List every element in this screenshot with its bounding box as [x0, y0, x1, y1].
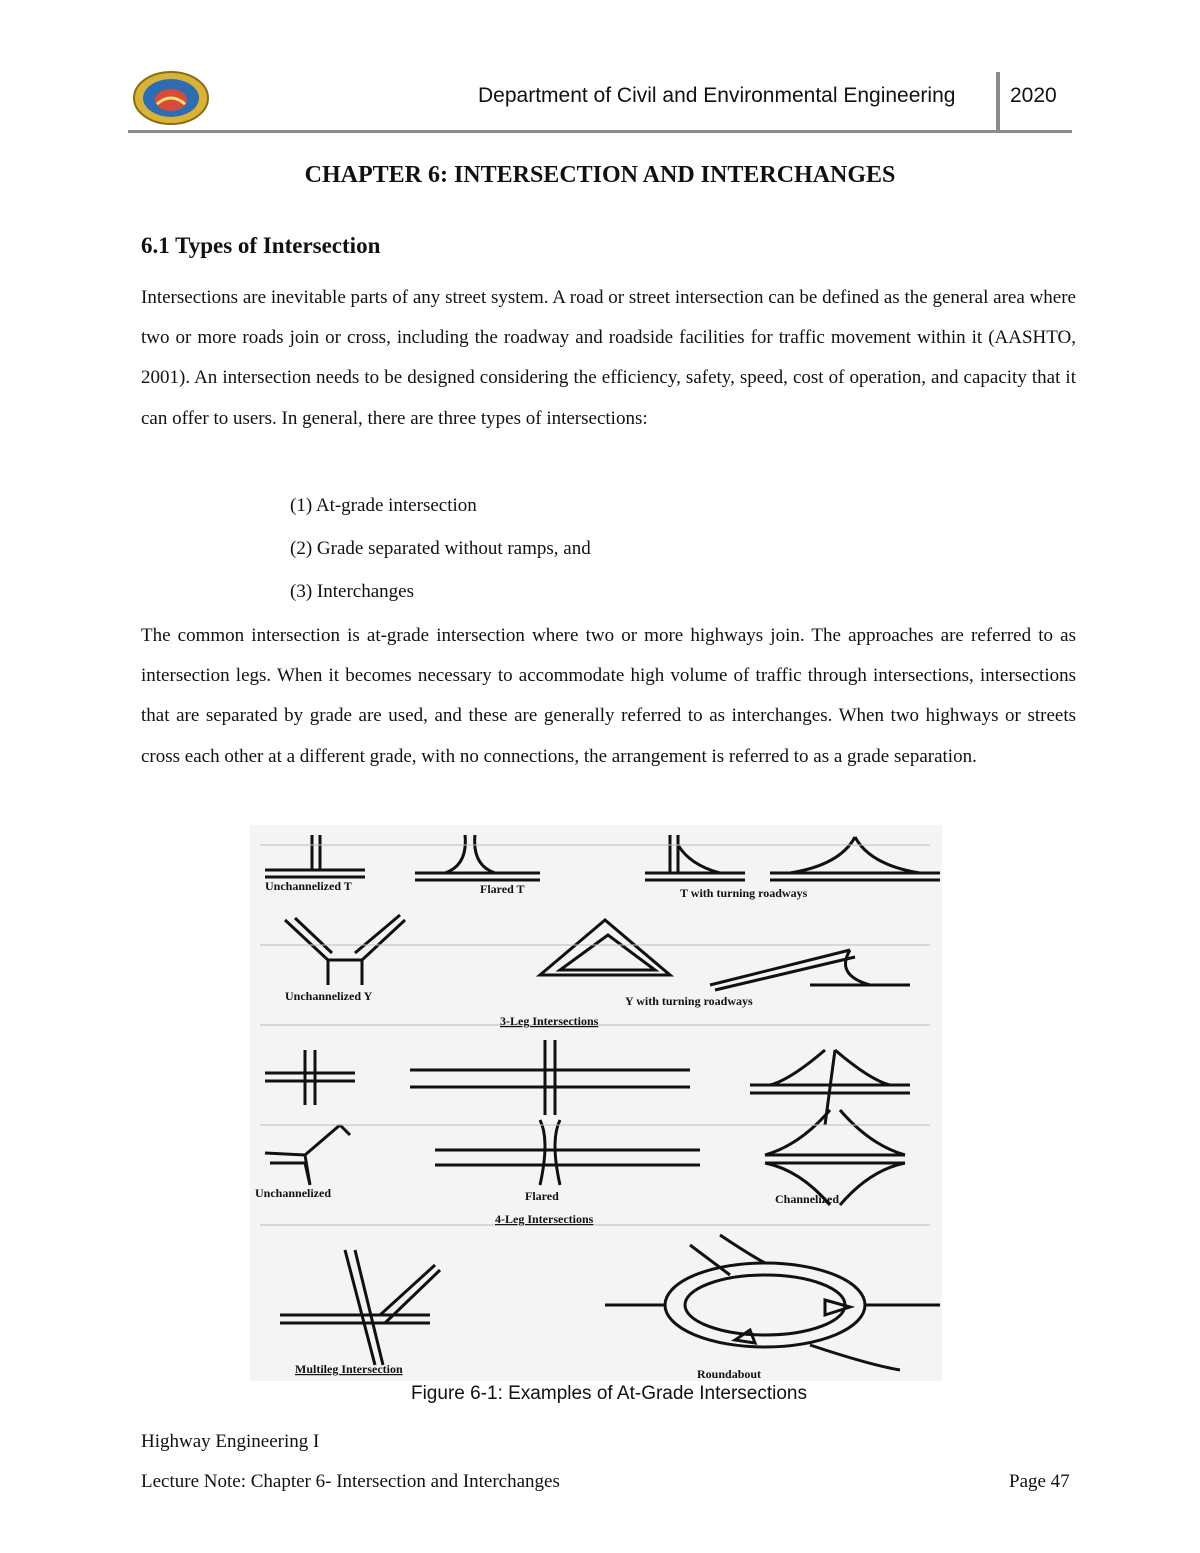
label-unchannelized: Unchannelized: [255, 1186, 332, 1200]
label-4-leg: 4-Leg Intersections: [495, 1212, 594, 1226]
page-number: Page 47: [1009, 1471, 1070, 1492]
type-item-3: (3) Interchanges: [290, 581, 414, 602]
footer-note: Lecture Note: Chapter 6- Intersection and Interchanges: [141, 1471, 560, 1492]
label-y-turning: Y with turning roadways: [625, 994, 753, 1008]
type-item-1: (1) At-grade intersection: [290, 495, 477, 516]
figure-caption: Figure 6-1: Examples of At-Grade Intersections: [410, 1383, 807, 1404]
university-logo: [132, 70, 210, 126]
second-paragraph: The common intersection is at-grade intersection where two or more highways join. The approaches are referred to as intersection legs. When it becomes necessary to accommodate high volume of traffic through intersections, intersections that are separated by grade are used, and these are generally referred to as interchanges. When two highways or streets cross each other at a different grade, with no connections, the arrangement is referred to as a grade separation.: [141, 625, 1076, 767]
label-flared: Flared: [525, 1189, 559, 1203]
department-name: Department of Civil and Environmental Engineering: [478, 84, 956, 107]
intro-paragraph: Intersections are inevitable parts of any street system. A road or street intersection can be defined as the general area where two or more roads join or cross, including the roadway and roadside facilities for traffic movement within it (AASHTO, 2001). An intersection needs to be designed considering the efficiency, safety, speed, cost of operation, and capacity that it can offer to users. In general, there are three types of intersections:: [141, 287, 1076, 429]
label-t-turning: T with turning roadways: [680, 886, 808, 900]
section-heading: 6.1 Types of Intersection: [141, 233, 381, 258]
header-rule: [128, 130, 1072, 133]
label-unchannelized-y: Unchannelized Y: [285, 989, 373, 1003]
chapter-title: CHAPTER 6: INTERSECTION AND INTERCHANGES: [304, 162, 896, 188]
intersection-figure: [250, 825, 942, 1381]
label-roundabout: Roundabout: [697, 1367, 762, 1381]
label-unchannelized-t: Unchannelized T: [265, 879, 352, 893]
label-multileg: Multileg Intersection: [295, 1362, 403, 1376]
header-divider-vertical: [996, 72, 1000, 132]
label-3-leg: 3-Leg Intersections: [500, 1014, 599, 1028]
label-channelized: Channelized: [775, 1192, 840, 1206]
label-flared-t: Flared T: [480, 882, 525, 896]
header-year: 2020: [1010, 84, 1057, 107]
type-item-2: (2) Grade separated without ramps, and: [290, 538, 591, 559]
footer-course: Highway Engineering I: [141, 1431, 320, 1452]
